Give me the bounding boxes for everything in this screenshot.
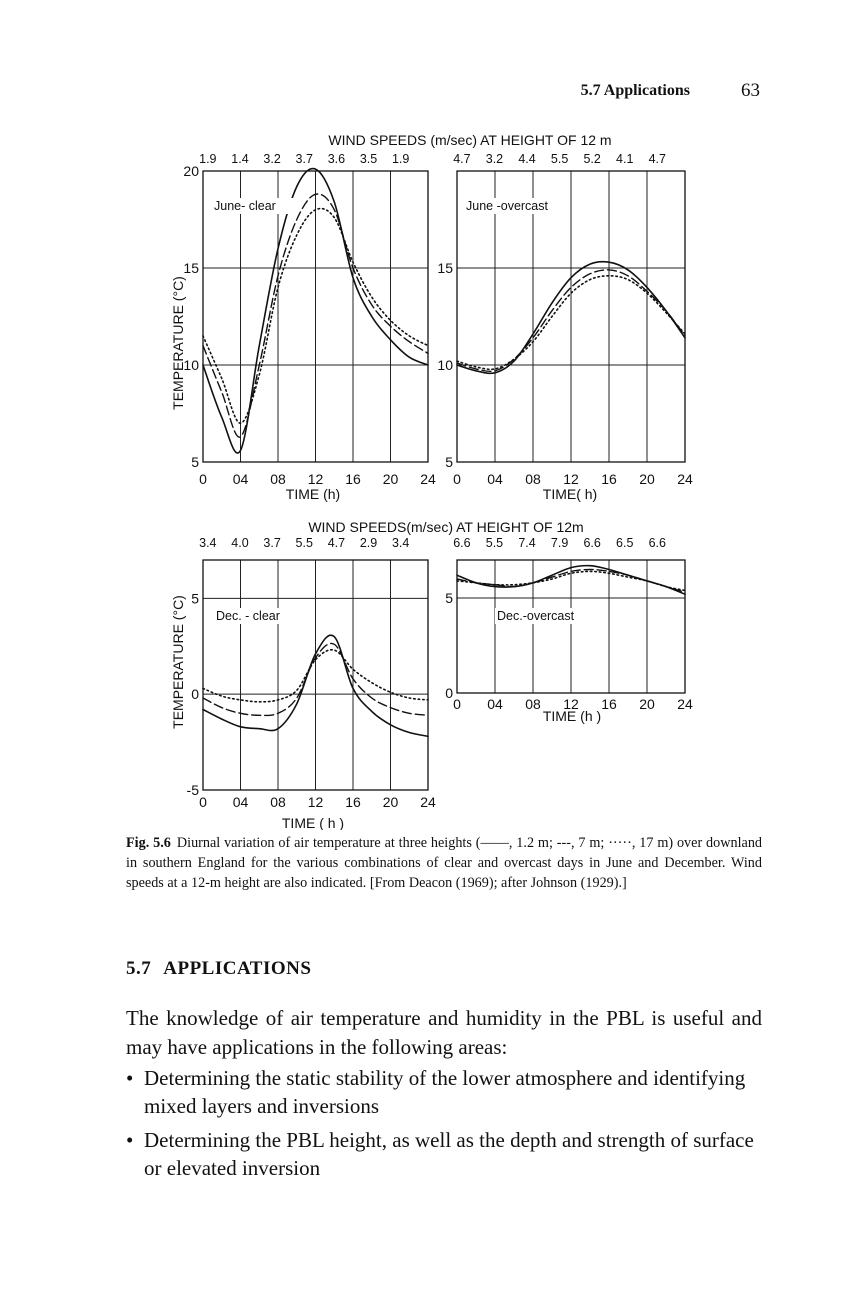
bullet-list — [126, 1064, 762, 1188]
top-wind-title: WIND SPEEDS (m/sec) AT HEIGHT OF 12 m — [328, 132, 612, 148]
panel-label: Dec.-overcast — [497, 609, 575, 623]
x-tick-label: 16 — [601, 696, 617, 712]
wind-speed-label: 3.6 — [327, 152, 346, 166]
wind-speed-label: 4.7 — [453, 152, 471, 166]
wind-speed-label: 1.9 — [199, 152, 217, 166]
wind-speed-label: 1.9 — [391, 152, 410, 166]
x-tick-label: 04 — [487, 471, 503, 487]
y-tick-label: 0 — [445, 685, 453, 701]
y-tick-label: 5 — [191, 454, 199, 470]
x-tick-label: 08 — [270, 794, 286, 810]
x-tick-label: 04 — [487, 696, 503, 712]
wind-speed-label: 6.6 — [648, 536, 667, 550]
wind-speed-label: 4.7 — [327, 536, 346, 550]
x-tick-label: 24 — [677, 471, 693, 487]
wind-speed-label: 6.6 — [583, 536, 601, 550]
section-title: APPLICATIONS — [163, 958, 312, 979]
x-tick-label: 04 — [232, 794, 249, 810]
wind-speed-label: 4.7 — [648, 152, 667, 166]
y-tick-label: 0 — [191, 686, 199, 703]
x-tick-label: 16 — [601, 471, 617, 487]
y-tick-label: 10 — [437, 357, 453, 373]
x-tick-label: 20 — [639, 471, 655, 487]
panel-label: Dec. - clear — [216, 609, 280, 623]
wind-speed-label: 7.9 — [550, 536, 569, 550]
figure-caption-label: Fig. 5.6 — [126, 835, 171, 851]
x-tick-label: 08 — [525, 696, 541, 712]
chart-panel-4 — [445, 536, 693, 712]
x-tick-label: 16 — [345, 471, 361, 487]
x-axis-label-panel-4: TIME (h ) — [542, 708, 602, 724]
wind-speed-label: 4.4 — [518, 152, 536, 166]
wind-speed-label: 4.0 — [231, 536, 249, 550]
wind-speed-label: 5.5 — [295, 536, 313, 550]
x-tick-label: 12 — [563, 471, 579, 487]
y-tick-label: -5 — [186, 782, 199, 798]
panel-label: June- clear — [214, 199, 276, 213]
x-tick-label: 20 — [639, 696, 655, 712]
x-tick-label: 0 — [453, 471, 461, 487]
y-tick-label: 15 — [183, 260, 199, 276]
x-axis-label-panel-2: TIME( h) — [542, 486, 598, 502]
y-tick-label: 15 — [437, 260, 453, 276]
x-tick-label: 0 — [453, 696, 461, 712]
x-tick-label: 0 — [199, 794, 207, 810]
page-number: 63 — [741, 80, 760, 101]
y-tick-label: 5 — [445, 454, 453, 470]
x-tick-label: 16 — [345, 794, 361, 810]
figure-caption-text: Diurnal variation of air temperature at three heights (——, 1.2 m; ---, 7 m; ·····, 17 m) over downland in southern England for the various combinations of clear and overcast days in June and December. Wind speeds at a 12-m height are also indicated. [From Deacon (1969); after Johnson (1929).] — [126, 835, 763, 891]
bullet-item: • Determining the PBL height, as well as the depth and strength of surface or elevated inversion — [126, 1126, 762, 1182]
figure-caption — [126, 833, 762, 893]
bottom-wind-title: WIND SPEEDS(m/sec) AT HEIGHT OF 12m — [308, 519, 584, 535]
panel-label: June -overcast — [466, 199, 548, 213]
x-tick-label: 12 — [307, 794, 324, 810]
wind-speed-label: 1.4 — [231, 152, 249, 166]
x-tick-label: 24 — [420, 471, 436, 487]
y-axis-label-bottom: TEMPERATURE (°C) — [170, 595, 186, 729]
x-tick-label: 08 — [525, 471, 541, 487]
wind-speed-label: 6.5 — [616, 536, 634, 550]
y-tick-label: 5 — [191, 590, 199, 607]
x-tick-label: 0 — [199, 471, 207, 487]
wind-speed-label: 3.7 — [263, 536, 281, 550]
wind-speed-label: 3.7 — [295, 152, 313, 166]
bullet-item: • Determining the static stability of the lower atmosphere and identifying mixed layers and inversions — [126, 1064, 762, 1120]
y-tick-label: 20 — [183, 163, 199, 179]
wind-speed-label: 5.5 — [550, 152, 569, 166]
x-tick-label: 24 — [420, 794, 436, 810]
chart-panel-3 — [187, 536, 436, 810]
x-tick-label: 04 — [232, 471, 249, 487]
wind-speed-label: 2.9 — [359, 536, 378, 550]
chart-panel-2 — [437, 152, 693, 487]
y-tick-label: 10 — [183, 357, 199, 373]
section-heading — [126, 958, 311, 980]
wind-speed-label: 5.2 — [583, 152, 601, 166]
x-tick-label: 12 — [563, 696, 579, 712]
wind-speed-label: 3.2 — [485, 152, 504, 166]
x-tick-label: 12 — [307, 471, 324, 487]
wind-speed-label: 3.4 — [391, 536, 410, 550]
intro-paragraph: The knowledge of air temperature and humidity in the PBL is useful and may have applications in the following areas: — [126, 1006, 762, 1059]
wind-speed-label: 3.2 — [263, 152, 281, 166]
y-axis-label-top: TEMPERATURE (°C) — [170, 276, 186, 410]
wind-speed-label: 3.4 — [199, 536, 217, 550]
section-number: 5.7 — [126, 958, 152, 979]
y-tick-label: 5 — [445, 590, 453, 606]
wind-speed-label: 6.6 — [453, 536, 471, 550]
x-tick-label: 24 — [677, 696, 693, 712]
x-axis-label-panel-3: TIME ( h ) — [281, 815, 345, 830]
chart-panel-1 — [183, 152, 436, 487]
wind-speed-label: 4.1 — [616, 152, 634, 166]
x-tick-label: 20 — [382, 794, 399, 810]
running-head-section: 5.7 Applications — [580, 82, 690, 99]
x-tick-label: 20 — [382, 471, 399, 487]
wind-speed-label: 3.5 — [359, 152, 378, 166]
wind-speed-label: 7.4 — [518, 536, 536, 550]
x-axis-label-panel-1: TIME (h) — [285, 486, 341, 502]
wind-speed-label: 5.5 — [485, 536, 504, 550]
x-tick-label: 08 — [270, 471, 286, 487]
